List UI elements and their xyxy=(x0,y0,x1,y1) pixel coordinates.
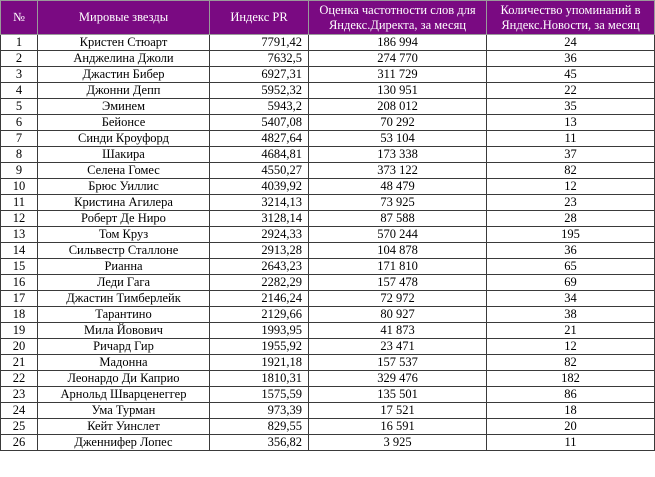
cell-news-mentions: 65 xyxy=(487,259,655,275)
cell-num: 10 xyxy=(1,179,38,195)
cell-direct-frequency: 311 729 xyxy=(309,67,487,83)
cell-direct-frequency: 3 925 xyxy=(309,435,487,451)
cell-num: 16 xyxy=(1,275,38,291)
cell-star-name: Джастин Бибер xyxy=(38,67,210,83)
table-row xyxy=(1,227,655,243)
cell-num: 1 xyxy=(1,35,38,51)
cell-news-mentions: 36 xyxy=(487,243,655,259)
cell-news-mentions: 82 xyxy=(487,355,655,371)
cell-direct-frequency: 208 012 xyxy=(309,99,487,115)
cell-star-name: Кристина Агилера xyxy=(38,195,210,211)
cell-star-name: Леди Гага xyxy=(38,275,210,291)
cell-news-mentions: 38 xyxy=(487,307,655,323)
table-row xyxy=(1,323,655,339)
cell-direct-frequency: 373 122 xyxy=(309,163,487,179)
table-row xyxy=(1,147,655,163)
cell-pr-index: 3128,14 xyxy=(210,211,309,227)
table-row xyxy=(1,355,655,371)
cell-star-name: Ума Турман xyxy=(38,403,210,419)
cell-news-mentions: 11 xyxy=(487,435,655,451)
cell-direct-frequency: 23 471 xyxy=(309,339,487,355)
cell-pr-index: 2129,66 xyxy=(210,307,309,323)
cell-star-name: Бейонсе xyxy=(38,115,210,131)
table-row xyxy=(1,387,655,403)
table-row xyxy=(1,67,655,83)
cell-star-name: Селена Гомес xyxy=(38,163,210,179)
table-row xyxy=(1,371,655,387)
cell-star-name: Эминем xyxy=(38,99,210,115)
cell-pr-index: 3214,13 xyxy=(210,195,309,211)
cell-num: 8 xyxy=(1,147,38,163)
cell-pr-index: 1575,59 xyxy=(210,387,309,403)
cell-num: 4 xyxy=(1,83,38,99)
cell-news-mentions: 82 xyxy=(487,163,655,179)
cell-star-name: Роберт Де Ниро xyxy=(38,211,210,227)
table-row xyxy=(1,339,655,355)
cell-pr-index: 7791,42 xyxy=(210,35,309,51)
cell-news-mentions: 37 xyxy=(487,147,655,163)
cell-star-name: Сильвестр Сталлоне xyxy=(38,243,210,259)
cell-direct-frequency: 570 244 xyxy=(309,227,487,243)
cell-news-mentions: 182 xyxy=(487,371,655,387)
cell-direct-frequency: 80 927 xyxy=(309,307,487,323)
table-row xyxy=(1,163,655,179)
cell-direct-frequency: 72 972 xyxy=(309,291,487,307)
cell-news-mentions: 11 xyxy=(487,131,655,147)
cell-direct-frequency: 41 873 xyxy=(309,323,487,339)
cell-star-name: Ричард Гир xyxy=(38,339,210,355)
cell-num: 21 xyxy=(1,355,38,371)
cell-pr-index: 5943,2 xyxy=(210,99,309,115)
table-row xyxy=(1,403,655,419)
table-row xyxy=(1,275,655,291)
cell-news-mentions: 12 xyxy=(487,339,655,355)
cell-num: 11 xyxy=(1,195,38,211)
cell-news-mentions: 12 xyxy=(487,179,655,195)
cell-direct-frequency: 87 588 xyxy=(309,211,487,227)
cell-star-name: Кристен Стюарт xyxy=(38,35,210,51)
cell-num: 14 xyxy=(1,243,38,259)
table-row xyxy=(1,243,655,259)
cell-news-mentions: 28 xyxy=(487,211,655,227)
cell-news-mentions: 24 xyxy=(487,35,655,51)
cell-pr-index: 2643,23 xyxy=(210,259,309,275)
cell-news-mentions: 13 xyxy=(487,115,655,131)
header-pr-index: Индекс PR xyxy=(210,1,309,35)
cell-pr-index: 4550,27 xyxy=(210,163,309,179)
cell-pr-index: 4039,92 xyxy=(210,179,309,195)
table-row xyxy=(1,179,655,195)
cell-pr-index: 1921,18 xyxy=(210,355,309,371)
cell-pr-index: 5407,08 xyxy=(210,115,309,131)
cell-direct-frequency: 171 810 xyxy=(309,259,487,275)
cell-direct-frequency: 70 292 xyxy=(309,115,487,131)
cell-pr-index: 2146,24 xyxy=(210,291,309,307)
cell-num: 26 xyxy=(1,435,38,451)
cell-num: 15 xyxy=(1,259,38,275)
header-num: № xyxy=(1,1,38,35)
cell-pr-index: 2924,33 xyxy=(210,227,309,243)
cell-star-name: Леонардо Ди Каприо xyxy=(38,371,210,387)
cell-pr-index: 6927,31 xyxy=(210,67,309,83)
cell-direct-frequency: 53 104 xyxy=(309,131,487,147)
cell-news-mentions: 23 xyxy=(487,195,655,211)
cell-news-mentions: 195 xyxy=(487,227,655,243)
cell-pr-index: 1955,92 xyxy=(210,339,309,355)
cell-star-name: Тарантино xyxy=(38,307,210,323)
cell-direct-frequency: 104 878 xyxy=(309,243,487,259)
cell-direct-frequency: 17 521 xyxy=(309,403,487,419)
cell-news-mentions: 45 xyxy=(487,67,655,83)
cell-num: 6 xyxy=(1,115,38,131)
table-row xyxy=(1,419,655,435)
cell-num: 17 xyxy=(1,291,38,307)
cell-news-mentions: 69 xyxy=(487,275,655,291)
cell-direct-frequency: 157 537 xyxy=(309,355,487,371)
cell-pr-index: 973,39 xyxy=(210,403,309,419)
cell-star-name: Кейт Уинслет xyxy=(38,419,210,435)
table-body xyxy=(1,35,655,451)
table-row xyxy=(1,435,655,451)
cell-num: 25 xyxy=(1,419,38,435)
cell-num: 13 xyxy=(1,227,38,243)
cell-news-mentions: 18 xyxy=(487,403,655,419)
cell-pr-index: 2282,29 xyxy=(210,275,309,291)
cell-direct-frequency: 48 479 xyxy=(309,179,487,195)
header-name: Мировые звезды xyxy=(38,1,210,35)
cell-star-name: Мила Йовович xyxy=(38,323,210,339)
cell-star-name: Шакира xyxy=(38,147,210,163)
cell-direct-frequency: 157 478 xyxy=(309,275,487,291)
cell-num: 7 xyxy=(1,131,38,147)
cell-pr-index: 4827,64 xyxy=(210,131,309,147)
cell-star-name: Том Круз xyxy=(38,227,210,243)
cell-num: 19 xyxy=(1,323,38,339)
table-row xyxy=(1,307,655,323)
cell-star-name: Мадонна xyxy=(38,355,210,371)
table-row xyxy=(1,35,655,51)
cell-direct-frequency: 329 476 xyxy=(309,371,487,387)
cell-star-name: Рианна xyxy=(38,259,210,275)
cell-num: 23 xyxy=(1,387,38,403)
cell-num: 20 xyxy=(1,339,38,355)
header-direct-frequency: Оценка частотности слов для Яндекс.Директа, за месяц xyxy=(309,1,487,35)
table-row xyxy=(1,99,655,115)
cell-direct-frequency: 16 591 xyxy=(309,419,487,435)
cell-pr-index: 356,82 xyxy=(210,435,309,451)
header-news-mentions: Количество упоминаний в Яндекс.Новости, за месяц xyxy=(487,1,655,35)
cell-num: 3 xyxy=(1,67,38,83)
table-row xyxy=(1,83,655,99)
cell-star-name: Анджелина Джоли xyxy=(38,51,210,67)
table-row xyxy=(1,291,655,307)
cell-pr-index: 5952,32 xyxy=(210,83,309,99)
cell-star-name: Арнольд Шварценеггер xyxy=(38,387,210,403)
table-row xyxy=(1,259,655,275)
cell-direct-frequency: 73 925 xyxy=(309,195,487,211)
cell-direct-frequency: 186 994 xyxy=(309,35,487,51)
cell-direct-frequency: 135 501 xyxy=(309,387,487,403)
cell-num: 5 xyxy=(1,99,38,115)
header-row xyxy=(1,1,655,35)
cell-pr-index: 1810,31 xyxy=(210,371,309,387)
cell-num: 12 xyxy=(1,211,38,227)
cell-num: 18 xyxy=(1,307,38,323)
table-row xyxy=(1,51,655,67)
cell-num: 9 xyxy=(1,163,38,179)
cell-news-mentions: 36 xyxy=(487,51,655,67)
cell-num: 2 xyxy=(1,51,38,67)
cell-star-name: Джонни Депп xyxy=(38,83,210,99)
cell-news-mentions: 21 xyxy=(487,323,655,339)
cell-direct-frequency: 274 770 xyxy=(309,51,487,67)
cell-pr-index: 2913,28 xyxy=(210,243,309,259)
cell-direct-frequency: 173 338 xyxy=(309,147,487,163)
cell-num: 22 xyxy=(1,371,38,387)
cell-star-name: Дженнифер Лопес xyxy=(38,435,210,451)
cell-star-name: Синди Кроуфорд xyxy=(38,131,210,147)
cell-star-name: Джастин Тимберлейк xyxy=(38,291,210,307)
cell-news-mentions: 34 xyxy=(487,291,655,307)
cell-num: 24 xyxy=(1,403,38,419)
table-row xyxy=(1,131,655,147)
cell-news-mentions: 35 xyxy=(487,99,655,115)
cell-news-mentions: 86 xyxy=(487,387,655,403)
cell-pr-index: 4684,81 xyxy=(210,147,309,163)
cell-news-mentions: 20 xyxy=(487,419,655,435)
table-row xyxy=(1,195,655,211)
cell-pr-index: 829,55 xyxy=(210,419,309,435)
cell-direct-frequency: 130 951 xyxy=(309,83,487,99)
cell-pr-index: 1993,95 xyxy=(210,323,309,339)
table-row xyxy=(1,115,655,131)
cell-news-mentions: 22 xyxy=(487,83,655,99)
cell-star-name: Брюс Уиллис xyxy=(38,179,210,195)
table-row xyxy=(1,211,655,227)
cell-pr-index: 7632,5 xyxy=(210,51,309,67)
